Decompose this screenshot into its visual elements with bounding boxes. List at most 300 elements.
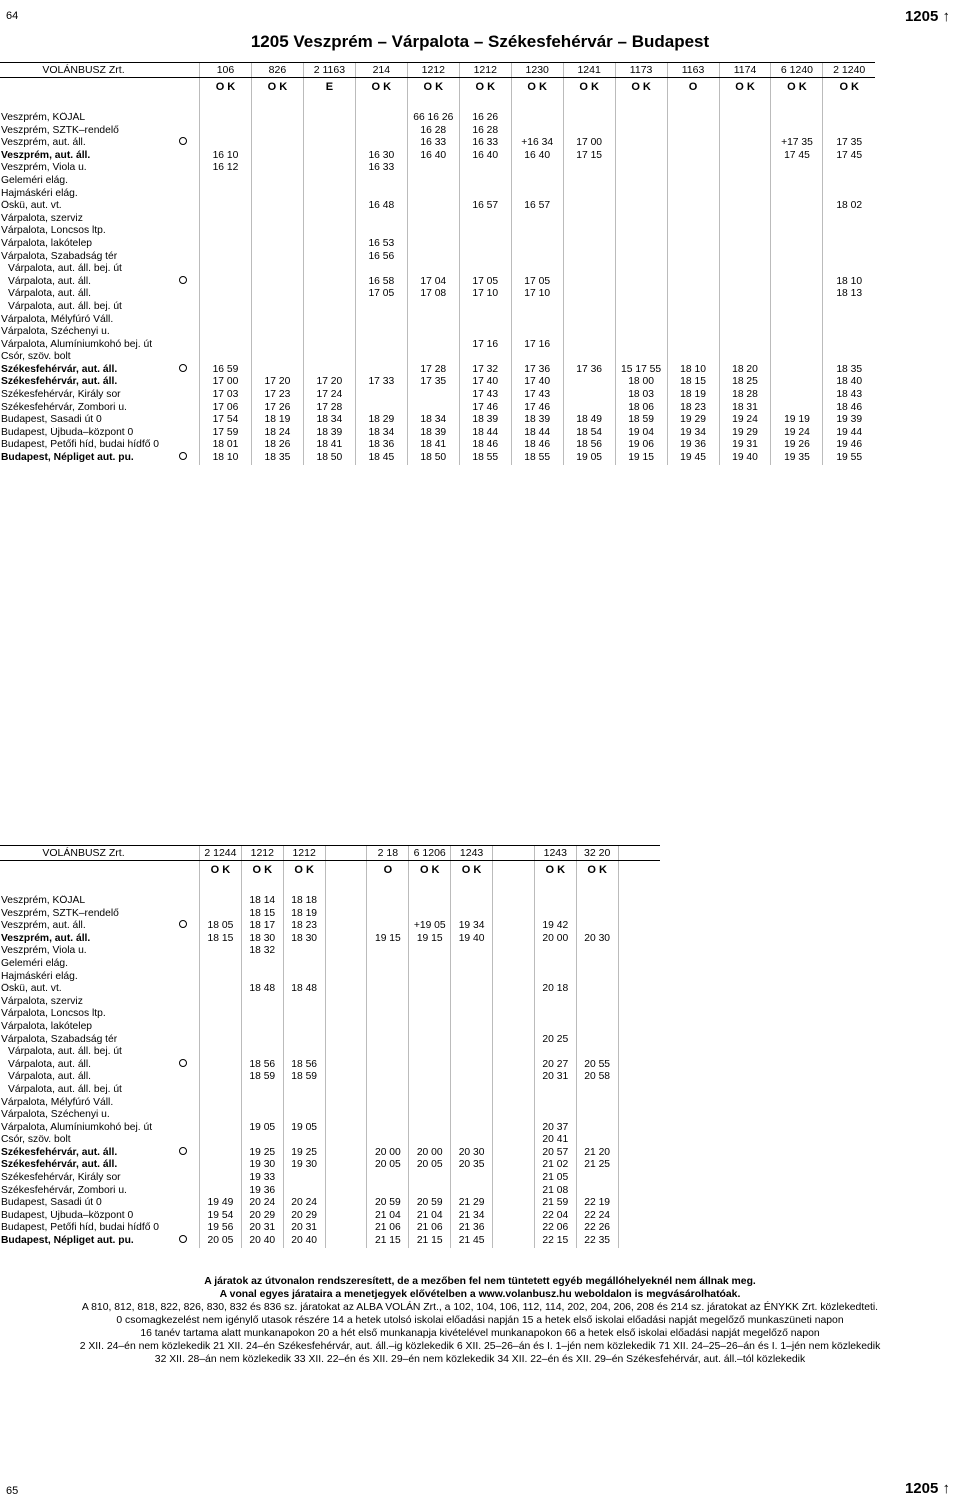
stop-name: Öskü, aut. vt. [1,200,62,212]
train-number [325,846,367,861]
departure-time: 20 05 [200,1235,242,1248]
departure-time [576,1097,618,1110]
departure-time: 18 14 [241,895,283,908]
departure-time: 18 10 [823,276,875,289]
train-number: 6 1206 [409,846,451,861]
train-number: 1230 [511,63,563,78]
footnote-line: 2 XII. 24–én nem közlekedik 21 XII. 24–én Székesfehérvár, aut. áll.–ig közlekedik 6 XII. 25–26–án és I. 1–jén nem közlekedik 71 XII. 24–25–26–án és I. 1–jén nem közlekedik [79,1341,881,1352]
departure-time [409,1084,451,1097]
stop-mark [167,1059,200,1072]
departure-time: 22 15 [534,1235,576,1248]
service-symbol: O K [459,78,511,97]
departure-time: 21 05 [534,1172,576,1185]
stop-row [0,339,875,352]
departure-time [451,1122,493,1135]
departure-time: 17 33 [355,376,407,389]
departure-time [771,288,823,301]
service-symbol: O K [576,861,618,880]
departure-time [618,908,660,921]
departure-time [667,175,719,188]
departure-time: 16 28 [407,125,459,138]
departure-time [325,1084,367,1097]
departure-time [493,983,535,996]
train-number: 2 1244 [200,846,242,861]
stop-mark [167,1034,200,1047]
departure-time [511,263,563,276]
stop-name: Várpalota, aut. áll. bej. út [8,300,122,312]
departure-time [719,225,771,238]
departure-time [563,376,615,389]
departure-time [493,1097,535,1110]
departure-time [511,326,563,339]
departure-time: 20 58 [576,1071,618,1084]
stop-row [0,162,875,175]
stop-name: Várpalota, aut. áll. bej. út [8,263,122,275]
departure-time [407,238,459,251]
service-symbol: O K [200,861,242,880]
departure-time [325,1034,367,1047]
train-number: 2 1240 [823,63,875,78]
departure-time: 19 19 [771,414,823,427]
bus-icon-cell [511,96,563,112]
stop-mark [167,895,200,908]
stop-row [0,1222,660,1235]
departure-time [493,1134,535,1147]
departure-time [563,326,615,339]
train-number: 1212 [283,846,325,861]
stop-row [0,452,875,465]
train-number: 2 18 [367,846,409,861]
departure-time [303,263,355,276]
departure-time: 18 56 [563,439,615,452]
mark-cell [167,861,200,880]
departure-time [576,1021,618,1034]
stop-row [0,427,875,440]
departure-time [451,971,493,984]
departure-time [407,339,459,352]
stop-row [0,1059,660,1072]
departure-time [667,263,719,276]
departure-time [511,351,563,364]
service-symbol: O K [563,78,615,97]
departure-time [563,125,615,138]
stop-name: Várpalota, szerviz [1,212,83,224]
departure-time: 19 29 [667,414,719,427]
header-row [0,846,660,861]
departure-time: 17 23 [251,389,303,402]
departure-time [283,1034,325,1047]
departure-time [719,238,771,251]
departure-time [534,1097,576,1110]
departure-time [771,125,823,138]
departure-time [241,1097,283,1110]
stop-mark [167,225,200,238]
departure-time [719,188,771,201]
stop-mark [167,1122,200,1135]
stop-mark [167,1235,200,1248]
service-symbol [493,861,535,880]
departure-time: 17 15 [563,150,615,163]
departure-time: 16 40 [459,150,511,163]
departure-time: 21 29 [451,1197,493,1210]
departure-time [493,1046,535,1059]
departure-time [563,339,615,352]
departure-time [493,895,535,908]
departure-time [367,1084,409,1097]
timetable-1 [0,62,875,465]
stop-mark [167,188,200,201]
departure-time [511,112,563,125]
departure-time: 19 34 [667,427,719,440]
stop-row [0,351,875,364]
departure-time: +17 35 [771,137,823,150]
departure-time [563,213,615,226]
departure-time: 19 35 [771,452,823,465]
departure-time: 18 15 [667,376,719,389]
departure-time: 19 06 [615,439,667,452]
departure-time [618,1021,660,1034]
departure-time: 17 10 [511,288,563,301]
stop-row [0,1235,660,1248]
departure-time [200,188,252,201]
departure-time: 18 26 [251,439,303,452]
stop-row [0,376,875,389]
departure-time [200,1109,242,1122]
train-number: 1212 [407,63,459,78]
service-symbol: O K [407,78,459,97]
blank-cell [0,96,167,112]
departure-time [200,1185,242,1198]
train-number: 6 1240 [771,63,823,78]
departure-time [200,213,252,226]
stop-row [0,263,875,276]
departure-time [493,1021,535,1034]
departure-time [251,288,303,301]
departure-time [200,1147,242,1160]
departure-time: 20 37 [534,1122,576,1135]
departure-time [303,314,355,327]
departure-time: 19 30 [241,1159,283,1172]
departure-time [355,137,407,150]
departure-time: 19 15 [367,933,409,946]
departure-time [459,213,511,226]
departure-time: 19 39 [823,414,875,427]
train-number: 1212 [459,63,511,78]
departure-time: 19 46 [823,439,875,452]
departure-time [823,213,875,226]
departure-time [367,1172,409,1185]
stop-row [0,326,875,339]
departure-time [667,288,719,301]
departure-time [615,339,667,352]
departure-time: 17 40 [459,376,511,389]
stop-mark [167,920,200,933]
departure-time [563,276,615,289]
departure-time [200,175,252,188]
departure-time: 16 58 [355,276,407,289]
departure-time: 17 40 [511,376,563,389]
departure-time: 18 02 [823,200,875,213]
departure-time [563,225,615,238]
departure-time: 18 18 [283,895,325,908]
departure-time [534,971,576,984]
departure-time: 18 30 [241,933,283,946]
stop-mark [167,1021,200,1034]
departure-time [618,1008,660,1021]
departure-time: 17 05 [511,276,563,289]
departure-time: 19 04 [615,427,667,440]
departure-time [325,1109,367,1122]
departure-time: 16 59 [200,364,252,377]
departure-time [534,1109,576,1122]
service-symbol: O K [534,861,576,880]
departure-time [325,983,367,996]
bus-icon-cell [615,96,667,112]
departure-time [771,162,823,175]
departure-time [451,1071,493,1084]
service-symbol: O K [355,78,407,97]
departure-time [407,351,459,364]
departure-time: 21 04 [409,1210,451,1223]
departure-time [241,1134,283,1147]
departure-time: 20 29 [241,1210,283,1223]
stop-name: Veszprém, Viola u. [1,162,87,174]
departure-time [325,1210,367,1223]
departure-time [615,288,667,301]
departure-time: 20 30 [576,933,618,946]
departure-time [459,175,511,188]
departure-time [407,314,459,327]
departure-time [576,1109,618,1122]
departure-time [303,326,355,339]
departure-time [409,945,451,958]
departure-time [200,263,252,276]
departure-time [251,251,303,264]
stop-row [0,895,660,908]
departure-time [618,1134,660,1147]
departure-time: 19 36 [241,1185,283,1198]
stop-mark [167,1210,200,1223]
train-number [618,846,660,861]
service-symbol: O K [771,78,823,97]
departure-time [451,945,493,958]
timetable-2 [0,845,660,1248]
stop-row [0,1084,660,1097]
departure-time: 18 23 [283,920,325,933]
departure-time: 20 18 [534,983,576,996]
departure-time [618,983,660,996]
bus-icon-cell [563,96,615,112]
departure-time [576,908,618,921]
stop-mark [167,1097,200,1110]
service-symbol [325,861,367,880]
departure-time [241,996,283,1009]
departure-time [407,263,459,276]
route-id-label: 1205 [904,1480,939,1497]
stop-mark [167,1134,200,1147]
departure-time [493,971,535,984]
departure-time [618,1222,660,1235]
departure-time [200,1159,242,1172]
train-number: 1212 [241,846,283,861]
departure-time: 22 24 [576,1210,618,1223]
departure-time [283,1084,325,1097]
service-symbol: O K [823,78,875,97]
mark-cell [167,78,200,97]
departure-time [241,1034,283,1047]
departure-time [576,1172,618,1185]
service-symbol: O K [409,861,451,880]
departure-time: 21 02 [534,1159,576,1172]
bus-icon-cell [719,96,771,112]
departure-time [325,1185,367,1198]
departure-time [563,288,615,301]
page-number-bottom: 65 [6,1485,19,1497]
departure-time [618,1071,660,1084]
departure-time: 20 59 [409,1197,451,1210]
departure-time [615,200,667,213]
departure-time [459,314,511,327]
departure-time: 18 25 [719,376,771,389]
departure-time [251,112,303,125]
departure-time: 18 39 [407,427,459,440]
stop-mark [167,389,200,402]
departure-time [407,389,459,402]
departure-time [325,1008,367,1021]
departure-time [563,200,615,213]
departure-time [771,188,823,201]
departure-time [615,263,667,276]
stop-name: Budapest, Újbuda–központ 0 [1,1209,134,1221]
departure-time: 18 00 [615,376,667,389]
departure-time [409,1071,451,1084]
departure-time: 19 31 [719,439,771,452]
departure-time: 18 24 [251,427,303,440]
stop-name: Székesfehérvár, Király sor [1,389,121,401]
stop-name: Várpalota, Loncsos ltp. [1,225,106,237]
departure-time [459,188,511,201]
operator-label: VOLÁNBUSZ Zrt. [0,63,167,78]
departure-time [451,1046,493,1059]
departure-time [511,125,563,138]
stop-name: Várpalota, lakótelep [1,1020,93,1032]
departure-time [303,301,355,314]
departure-time [823,188,875,201]
stop-mark [167,1109,200,1122]
departure-time [367,1071,409,1084]
departure-time: 19 25 [283,1147,325,1160]
departure-time: 20 24 [283,1197,325,1210]
departure-time [615,314,667,327]
departure-time: 21 04 [367,1210,409,1223]
departure-time [615,175,667,188]
departure-time: 18 46 [511,439,563,452]
departure-time [618,1034,660,1047]
departure-time [241,1084,283,1097]
departure-time [511,238,563,251]
departure-time: 19 30 [283,1159,325,1172]
stop-mark [167,945,200,958]
departure-time: 19 24 [719,414,771,427]
departure-time: 19 15 [615,452,667,465]
departure-time: 22 19 [576,1197,618,1210]
departure-time: 18 50 [303,452,355,465]
departure-time [615,137,667,150]
departure-time [367,1008,409,1021]
departure-time [303,200,355,213]
departure-time: 18 01 [200,439,252,452]
departure-time: 20 40 [241,1235,283,1248]
departure-time: 18 17 [241,920,283,933]
departure-time: 16 30 [355,150,407,163]
stop-circle-icon [179,137,187,145]
train-number: 2 1163 [303,63,355,78]
departure-time [534,996,576,1009]
stop-row [0,439,875,452]
train-number: 32 20 [576,846,618,861]
stop-row [0,1197,660,1210]
departure-time [771,276,823,289]
departure-time [325,1021,367,1034]
departure-time [511,251,563,264]
stop-name: Veszprém, aut. áll. [1,149,91,161]
departure-time [771,339,823,352]
departure-time: 20 35 [451,1159,493,1172]
stop-row [0,958,660,971]
stop-circle-icon [179,276,187,284]
departure-time [719,276,771,289]
departure-time [409,1008,451,1021]
departure-time [325,996,367,1009]
departure-time [576,1046,618,1059]
departure-time: 17 36 [563,364,615,377]
stop-circle-icon [179,364,187,372]
departure-time [615,125,667,138]
departure-time [407,213,459,226]
departure-time [493,1084,535,1097]
departure-time: 18 56 [283,1059,325,1072]
departure-time [325,1235,367,1248]
departure-time: 21 08 [534,1185,576,1198]
departure-time: 17 10 [459,288,511,301]
departure-time [303,137,355,150]
departure-time [251,276,303,289]
departure-time [618,1185,660,1198]
departure-time: 19 24 [771,427,823,440]
departure-time [303,238,355,251]
departure-time [303,339,355,352]
departure-time [823,251,875,264]
departure-time: 16 53 [355,238,407,251]
departure-time [409,1046,451,1059]
stop-circle-icon [179,1059,187,1067]
departure-time [451,958,493,971]
departure-time [241,958,283,971]
departure-time [303,364,355,377]
departure-time: 20 00 [367,1147,409,1160]
departure-time [325,1197,367,1210]
departure-time [771,200,823,213]
departure-time [618,1147,660,1160]
departure-time [251,162,303,175]
stop-mark [167,1046,200,1059]
blank-cell [0,879,167,895]
departure-time [459,225,511,238]
departure-time [367,1046,409,1059]
departure-time [615,238,667,251]
departure-time [325,908,367,921]
stop-row [0,389,875,402]
